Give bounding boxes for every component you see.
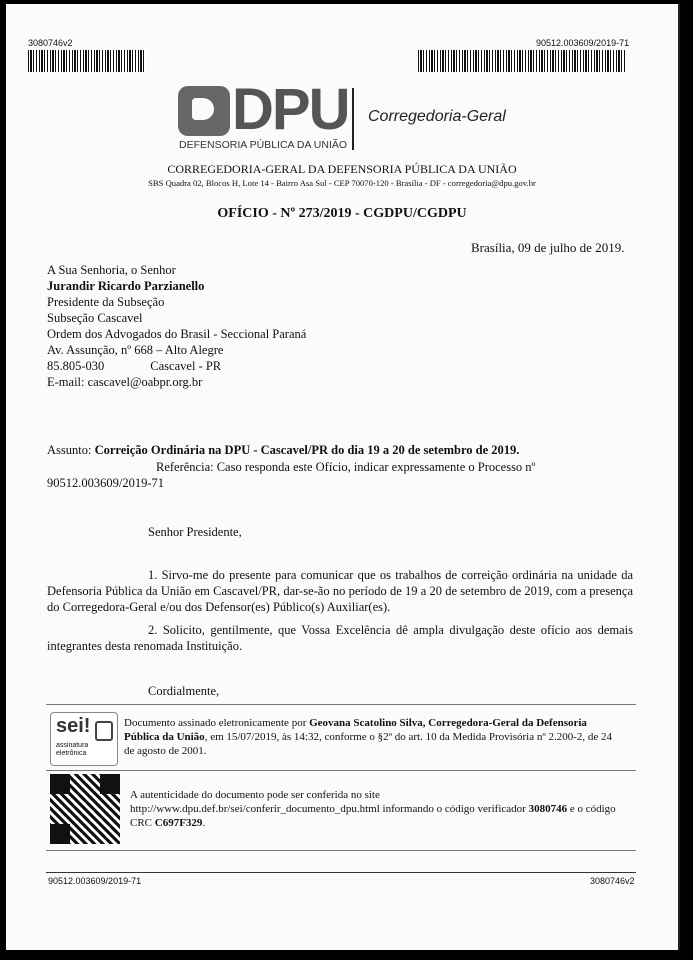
signature-signer: Geovana Scatolino Silva, Corregedora-Geral da Defensoria Pública da União	[124, 717, 587, 743]
logo-name: DEFENSORIA PÚBLICA DA UNIÃO	[179, 139, 348, 151]
lock-icon	[95, 721, 113, 741]
sei-sub2: eletrônica	[56, 750, 87, 757]
subject-reference: Referência: Caso responda este Ofício, indicar expressamente o Processo nº	[156, 460, 536, 474]
oficio-title: OFÍCIO - Nº 273/2019 - CGDPU/CGDPU	[217, 206, 467, 221]
recipient-organization: Ordem dos Advogados do Brasil - Seccional Paraná	[47, 327, 307, 341]
subject-text: Correição Ordinária na DPU - Cascavel/PR do dia 19 a 20 de setembro de 2019.	[94, 443, 520, 457]
barcode-left	[28, 50, 146, 72]
recipient-role: Presidente da Subseção	[47, 295, 165, 309]
paragraph-1: 1. Sirvo-me do presente para comunicar que os trabalhos de correição ordinária na unidade da Defensoria Pública da União em Cascavel/PR, dar-se-ão no período de 19 a 20 de setembro de 2019, com a presença do Corregedora-Geral e/ou dos Defensor(es) Público(s) Auxiliar(es).	[47, 568, 633, 614]
date-line: Brasília, 09 de julho de 2019.	[471, 240, 625, 255]
recipient-block	[47, 262, 306, 390]
department-name: Corregedoria-Geral	[368, 108, 506, 125]
recipient-cep: 85.805-030	[47, 359, 105, 373]
recipient-city: Cascavel - PR	[150, 359, 222, 373]
signature-prefix: Documento assinado eletronicamente por	[124, 717, 310, 729]
logo-acronym: DPU	[232, 77, 349, 142]
authenticity-text	[130, 788, 630, 830]
subject-process: 90512.003609/2019-71	[47, 476, 165, 490]
institution-address: SBS Quadra 02, Blocos H, Lote 14 - Bairro Asa Sul - CEP 70070-120 - Brasília - DF - corregedoria@dpu.gov.br	[148, 178, 536, 188]
recipient-name: Jurandir Ricardo Parzianello	[47, 279, 205, 293]
recipient-email: E-mail: cascavel@oabpr.org.br	[47, 375, 203, 389]
signature-suffix: , em 15/07/2019, às 14:32, conforme o §2º do art. 10 da Medida Provisória nº 2.200-2, de 24 de agosto de 2001.	[124, 731, 613, 757]
dpu-logo-icon	[178, 86, 230, 136]
recipient-cep-line	[47, 358, 306, 374]
signature-divider	[46, 704, 636, 705]
qr-code	[50, 774, 120, 844]
sei-badge	[50, 712, 118, 766]
authenticity-prefix: A autenticidade do documento pode ser conferida no site http://www.dpu.def.br/sei/conferir_documento_dpu.html informando o código verificador	[130, 789, 529, 815]
authenticity-bottom-divider	[46, 850, 636, 851]
signature-text	[124, 716, 616, 758]
recipient-salutation: A Sua Senhoria, o Senhor	[47, 263, 176, 277]
verifier-code: 3080746	[528, 803, 568, 815]
paragraph-2: 2. Solicito, gentilmente, que Vossa Excelência dê ampla divulgação deste ofício aos demais integrantes desta renomada Instituição.	[47, 623, 633, 653]
barcode-right	[418, 50, 626, 72]
crc-code: C697F329	[154, 817, 203, 829]
closing: Cordialmente,	[148, 684, 220, 698]
authenticity-end: .	[202, 817, 206, 829]
process-number-top: 90512.003609/2019-71	[536, 38, 630, 48]
recipient-subsection: Subseção Cascavel	[47, 311, 143, 325]
sei-sub1: assinatura	[56, 742, 89, 749]
footer-process: 90512.003609/2019-71	[48, 876, 142, 886]
footer-rule	[46, 872, 636, 873]
sei-logo: sei!	[56, 715, 91, 737]
authenticity-divider	[46, 770, 636, 771]
authenticity-middle: e o código CRC	[130, 803, 616, 829]
subject-label: Assunto:	[47, 443, 92, 457]
doc-code-top: 3080746v2	[28, 38, 73, 48]
institution-name: CORREGEDORIA-GERAL DA DEFENSORIA PÚBLICA DA UNIÃO	[167, 162, 517, 176]
subject-line	[47, 442, 519, 458]
footer-doc-code: 3080746v2	[590, 876, 635, 886]
greeting: Senhor Presidente,	[148, 525, 242, 539]
recipient-street: Av. Assunção, nº 668 – Alto Alegre	[47, 343, 224, 357]
document-page	[6, 4, 680, 950]
logo-divider	[352, 88, 354, 150]
